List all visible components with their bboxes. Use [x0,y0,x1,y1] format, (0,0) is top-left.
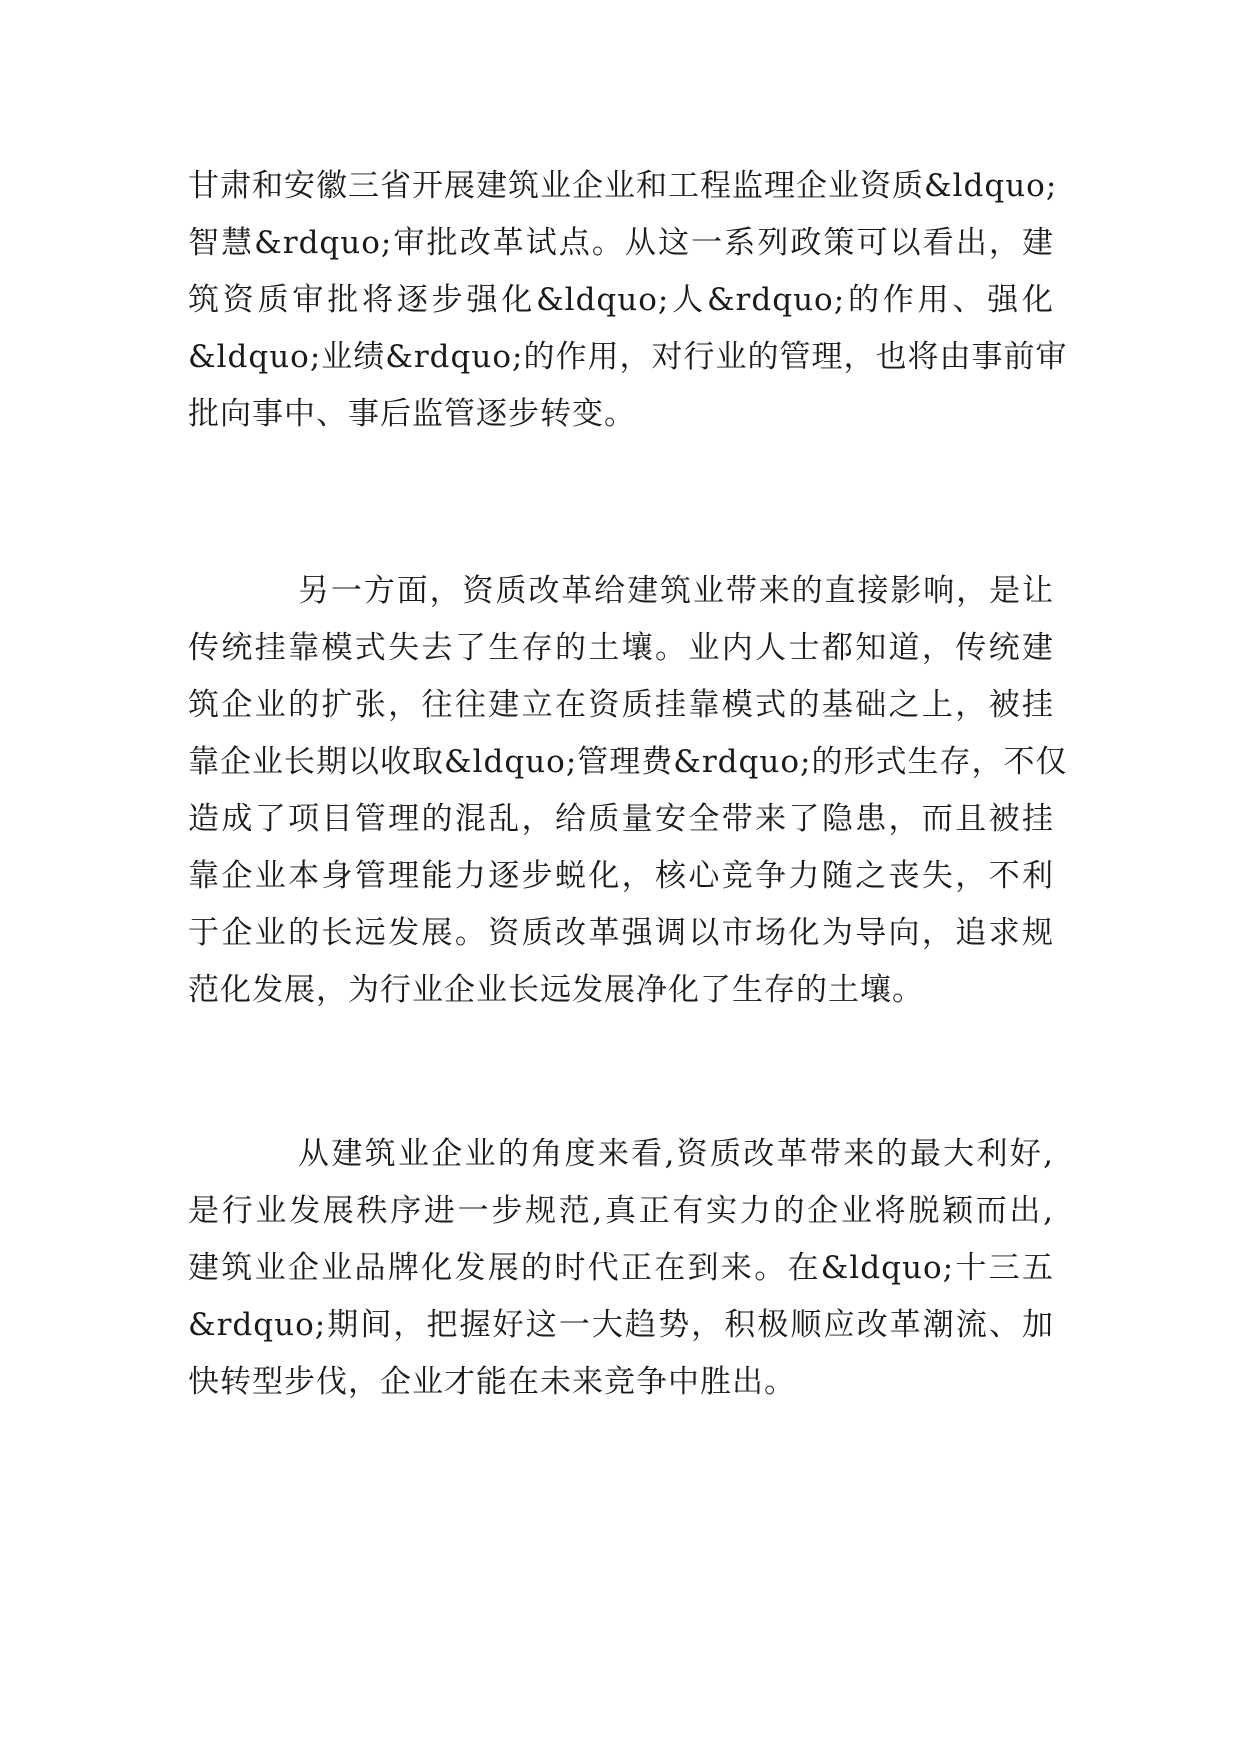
paragraph-2 [188,563,1068,1019]
paragraph-line: 是行业发展秩序进一步规范,真正有实力的企业将脱颖而出, [188,1193,1054,1229]
paragraph-line: 另一方面，资质改革给建筑业带来的直接影响，是让 [298,573,1054,609]
paragraph-line: 造成了项目管理的混乱，给质量安全带来了隐患，而且被挂 [188,801,1054,837]
paragraph-line: 范化发展，为行业企业长远发展净化了生存的土壤。 [188,972,924,1008]
paragraph-line: 建筑业企业品牌化发展的时代正在到来。在&ldquo;十三五 [188,1250,1054,1286]
paragraph-line: 快转型步伐，企业才能在未来竞争中胜出。 [188,1364,796,1400]
paragraph-line: 传统挂靠模式失去了生存的土壤。业内人士都知道，传统建 [188,630,1054,666]
paragraph-line: 批向事中、事后监管逐步转变。 [188,396,636,432]
paragraph-line: 筑企业的扩张，往往建立在资质挂靠模式的基础之上，被挂 [188,687,1054,723]
paragraph-3 [188,1126,1054,1411]
paragraph-line: 筑资质审批将逐步强化&ldquo;人&rdquo;的作用、强化 [188,282,1054,318]
paragraph-1 [188,158,1068,443]
paragraph-line: 从建筑业企业的角度来看,资质改革带来的最大利好, [298,1136,1054,1172]
paragraph-line: 靠企业本身管理能力逐步蜕化，核心竞争力随之丧失，不利 [188,858,1054,894]
paragraph-line: 靠企业长期以收取&ldquo;管理费&rdquo;的形式生存，不仅 [188,744,1068,780]
paragraph-line: &rdquo;期间，把握好这一大趋势，积极顺应改革潮流、加 [188,1307,1054,1343]
paragraph-line: 甘肃和安徽三省开展建筑业企业和工程监理企业资质&ldquo; [188,168,1058,204]
paragraph-line: &ldquo;业绩&rdquo;的作用，对行业的管理，也将由事前审 [188,339,1068,375]
paragraph-line: 于企业的长远发展。资质改革强调以市场化为导向，追求规 [188,915,1054,951]
paragraph-line: 智慧&rdquo;审批改革试点。从这一系列政策可以看出，建 [188,225,1054,261]
